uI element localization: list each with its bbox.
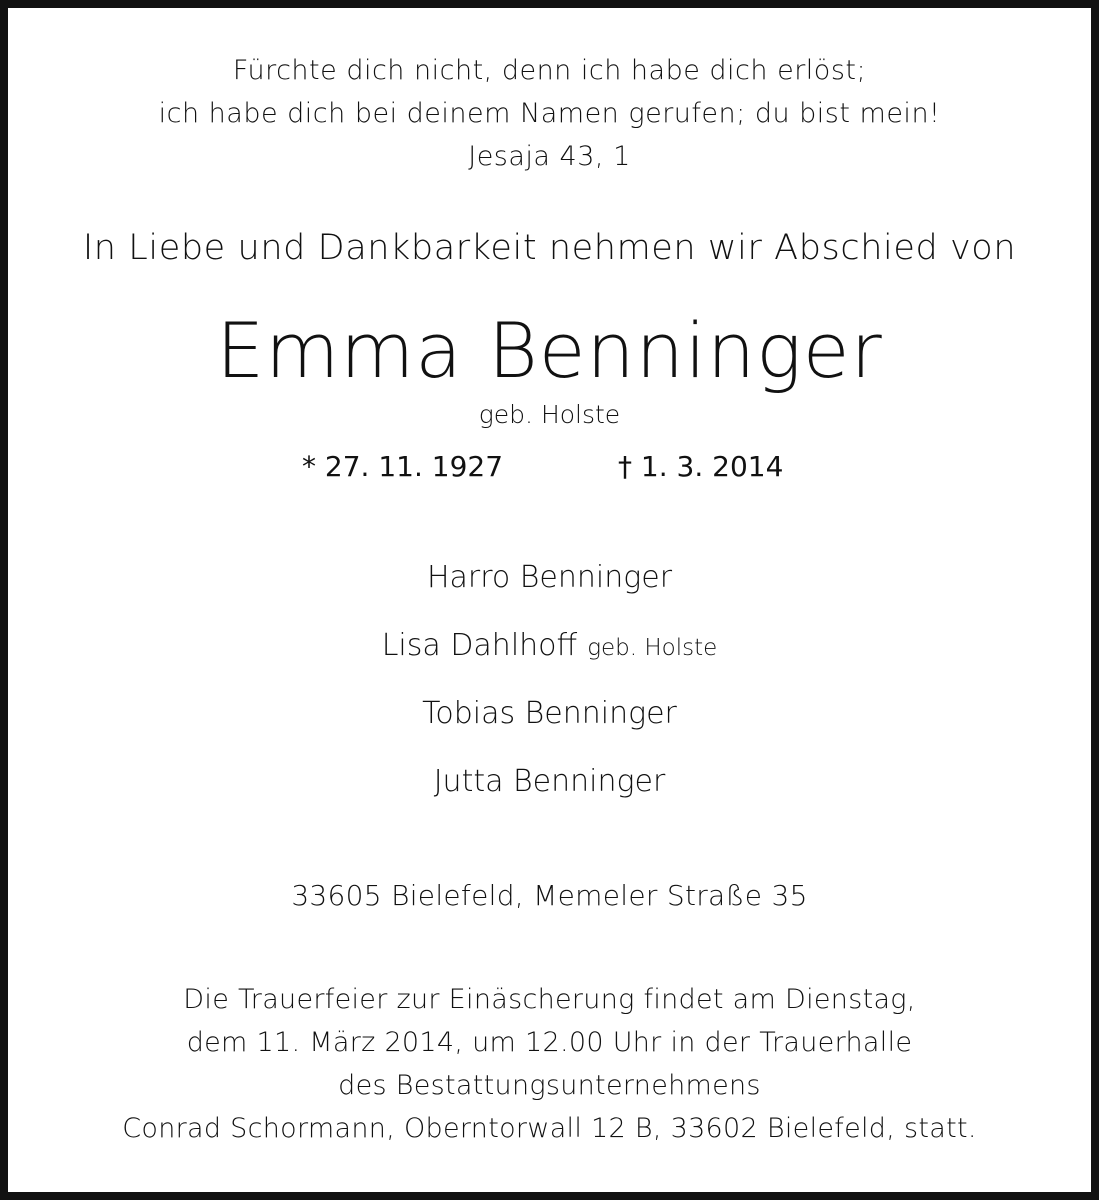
funeral-notice-line-2: dem 11. März 2014, um 12.00 Uhr in der Trauerhalle: [186, 1027, 913, 1058]
verse-line-1: Fürchte dich nicht, denn ich habe dich erlöst;: [232, 55, 867, 86]
family-member-name: Harro Benninger: [426, 560, 673, 595]
funeral-notice-line-4: Conrad Schormann, Oberntorwall 12 B, 33602 Bielefeld, statt.: [122, 1113, 977, 1144]
deceased-birth-name: geb. Holste: [478, 400, 621, 429]
family-member-name: Jutta Benninger: [433, 764, 666, 799]
deceased-name: Emma Benninger: [216, 306, 883, 395]
verse-line-2: ich habe dich bei deinem Namen gerufen; du bist mein!: [158, 98, 941, 129]
funeral-notice-line-3: des Bestattungsunternehmens: [338, 1070, 761, 1101]
family-member-note: geb. Holste: [587, 635, 718, 661]
birth-date: * 27. 11. 1927: [302, 450, 504, 483]
death-date: † 1. 3. 2014: [618, 450, 784, 483]
verse-source: Jesaja 43, 1: [468, 141, 631, 172]
intro-text: In Liebe und Dankbarkeit nehmen wir Abschied von: [82, 228, 1017, 268]
family-member: [0, 628, 1099, 663]
family-member: [0, 764, 1099, 799]
family-member-name: Lisa Dahlhoff: [381, 628, 578, 663]
funeral-notice-line-1: Die Trauerfeier zur Einäscherung findet am Dienstag,: [183, 984, 916, 1015]
family-member-name: Tobias Benninger: [422, 696, 677, 731]
family-member: [0, 696, 1099, 731]
family-member: [0, 560, 1099, 595]
family-address: 33605 Bielefeld, Memeler Straße 35: [291, 879, 808, 912]
